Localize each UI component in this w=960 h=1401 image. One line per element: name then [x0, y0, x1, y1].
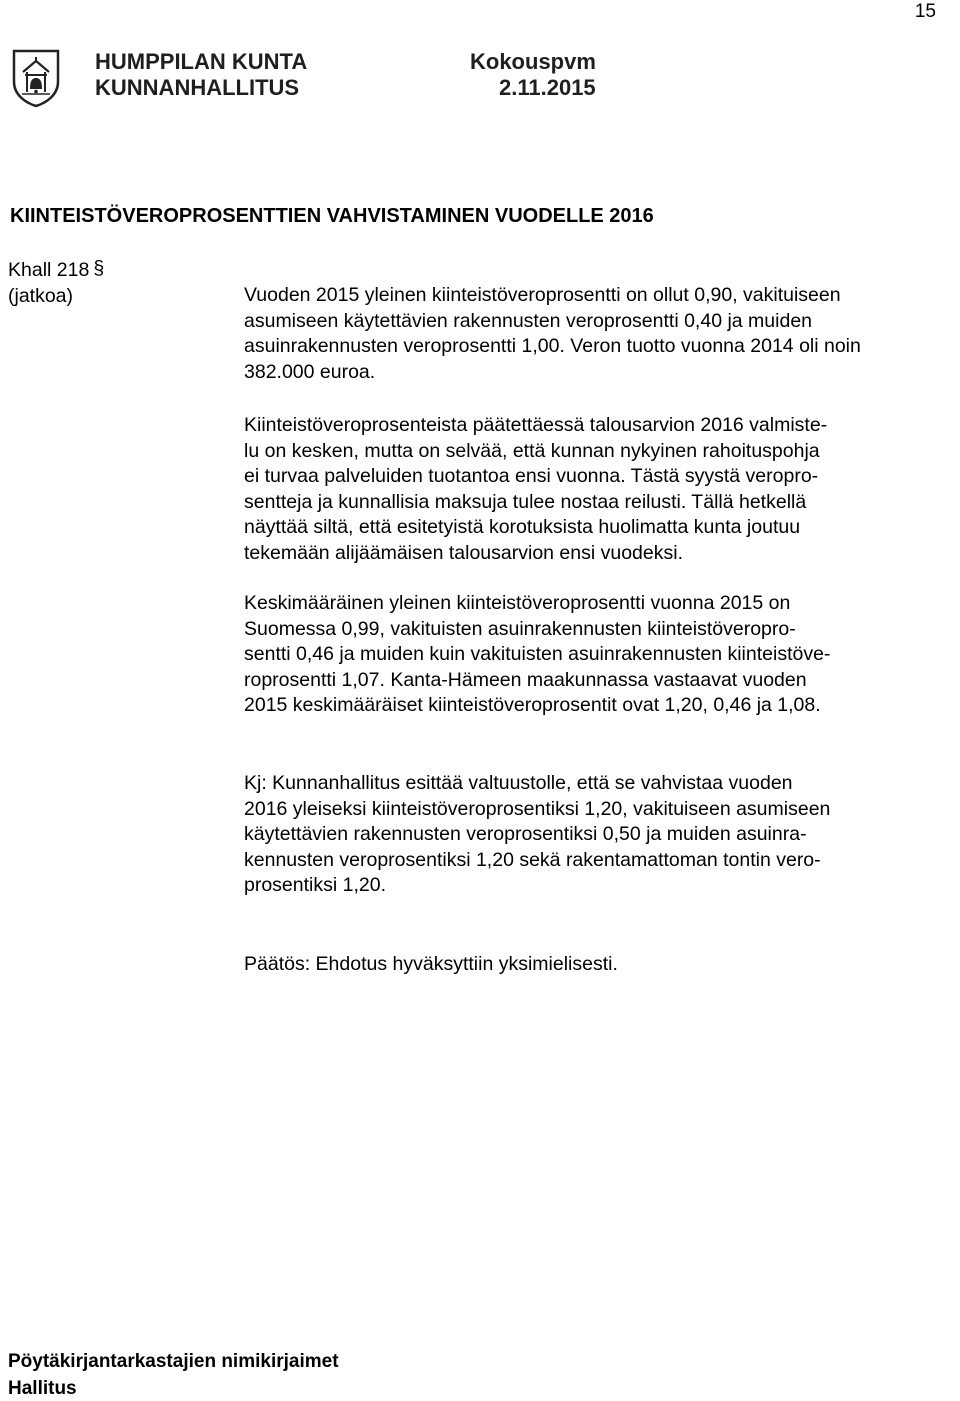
coat-of-arms-logo: [10, 48, 62, 108]
text-line: kennusten veroprosentiksi 1,20 sekä rakentamattoman tontin vero-: [244, 848, 821, 871]
text-line: 2016 yleiseksi kiinteistöveroprosentiksi 1,20, vakituiseen asumiseen: [244, 797, 831, 820]
section-number: Khall 218: [8, 259, 90, 281]
meeting-date: 2.11.2015: [499, 75, 596, 100]
text-line: Suomessa 0,99, vakituisten asuinrakennusten kiinteistöveropro-: [244, 617, 796, 640]
footer-body-name: Hallitus: [8, 1378, 77, 1399]
page-number: 15: [914, 1, 936, 22]
organization-unit: KUNNANHALLITUS: [95, 75, 300, 100]
organization-name: HUMPPILAN KUNTA: [95, 49, 308, 74]
text-line: Päätös: Ehdotus hyväksyttiin yksimielisesti.: [244, 953, 618, 975]
section-reference: [8, 259, 104, 282]
text-line: 2015 keskimääräiset kiinteistöveroprosentit ovat 1,20, 0,46 ja 1,08.: [244, 694, 821, 716]
paragraph-proposal: [244, 771, 956, 899]
text-line: sentteja ja kunnallisia maksuja tulee nostaa reilusti. Tällä hetkellä: [244, 490, 807, 513]
document-title: KIINTEISTÖVEROPROSENTTIEN VAHVISTAMINEN VUODELLE 2016: [10, 205, 654, 227]
text-line: Kiinteistöveroprosenteista päätettäessä talousarvion 2016 valmiste-: [244, 414, 828, 436]
paragraph-current-rates: [244, 283, 956, 385]
text-line: ei turvaa palveluiden tuotantoa ensi vuonna. Tästä syystä veropro-: [244, 465, 819, 487]
text-line: Vuoden 2015 yleinen kiinteistöveroprosentti on ollut 0,90, vakituiseen: [244, 284, 841, 306]
text-line: asuinrakennusten veroprosentti 1,00. Veron tuotto vuonna 2014 oli noin: [244, 335, 861, 357]
text-line: asumiseen käytettävien rakennusten veroprosentti 0,40 ja muiden: [244, 309, 813, 332]
text-line: tekemään alijäämäisen talousarvion ensi vuodeksi.: [244, 541, 683, 564]
text-line: Kj: Kunnanhallitus esittää valtuustolle, että se vahvistaa vuoden: [244, 772, 793, 794]
paragraph-average-rates: [244, 591, 956, 719]
text-line: roprosentti 1,07. Kanta-Hämeen maakunnassa vastaavat vuoden: [244, 668, 807, 691]
paragraph-budget-situation: [244, 413, 956, 566]
bell-icon: [10, 48, 62, 108]
text-line: 382.000 euroa.: [244, 360, 376, 383]
continued-label: (jatkoa): [8, 285, 74, 307]
section-symbol: §: [93, 257, 105, 279]
text-line: käytettävien rakennusten veroprosentiksi 0,50 ja muiden asuinra-: [244, 823, 807, 845]
text-line: prosentiksi 1,20.: [244, 874, 386, 896]
text-line: näyttää siltä, että esitetyistä korotuksista huolimatta kunta joutuu: [244, 516, 801, 538]
footer-signatures-label: Pöytäkirjantarkastajien nimikirjaimet: [8, 1351, 339, 1372]
text-line: lu on kesken, mutta on selvää, että kunnan nykyinen rahoituspohja: [244, 439, 820, 462]
meeting-date-label: Kokouspvm: [470, 49, 596, 74]
text-line: Keskimääräinen yleinen kiinteistöveroprosentti vuonna 2015 on: [244, 592, 791, 614]
paragraph-decision: [244, 952, 956, 978]
text-line: sentti 0,46 ja muiden kuin vakituisten asuinrakennusten kiinteistöve-: [244, 643, 831, 665]
